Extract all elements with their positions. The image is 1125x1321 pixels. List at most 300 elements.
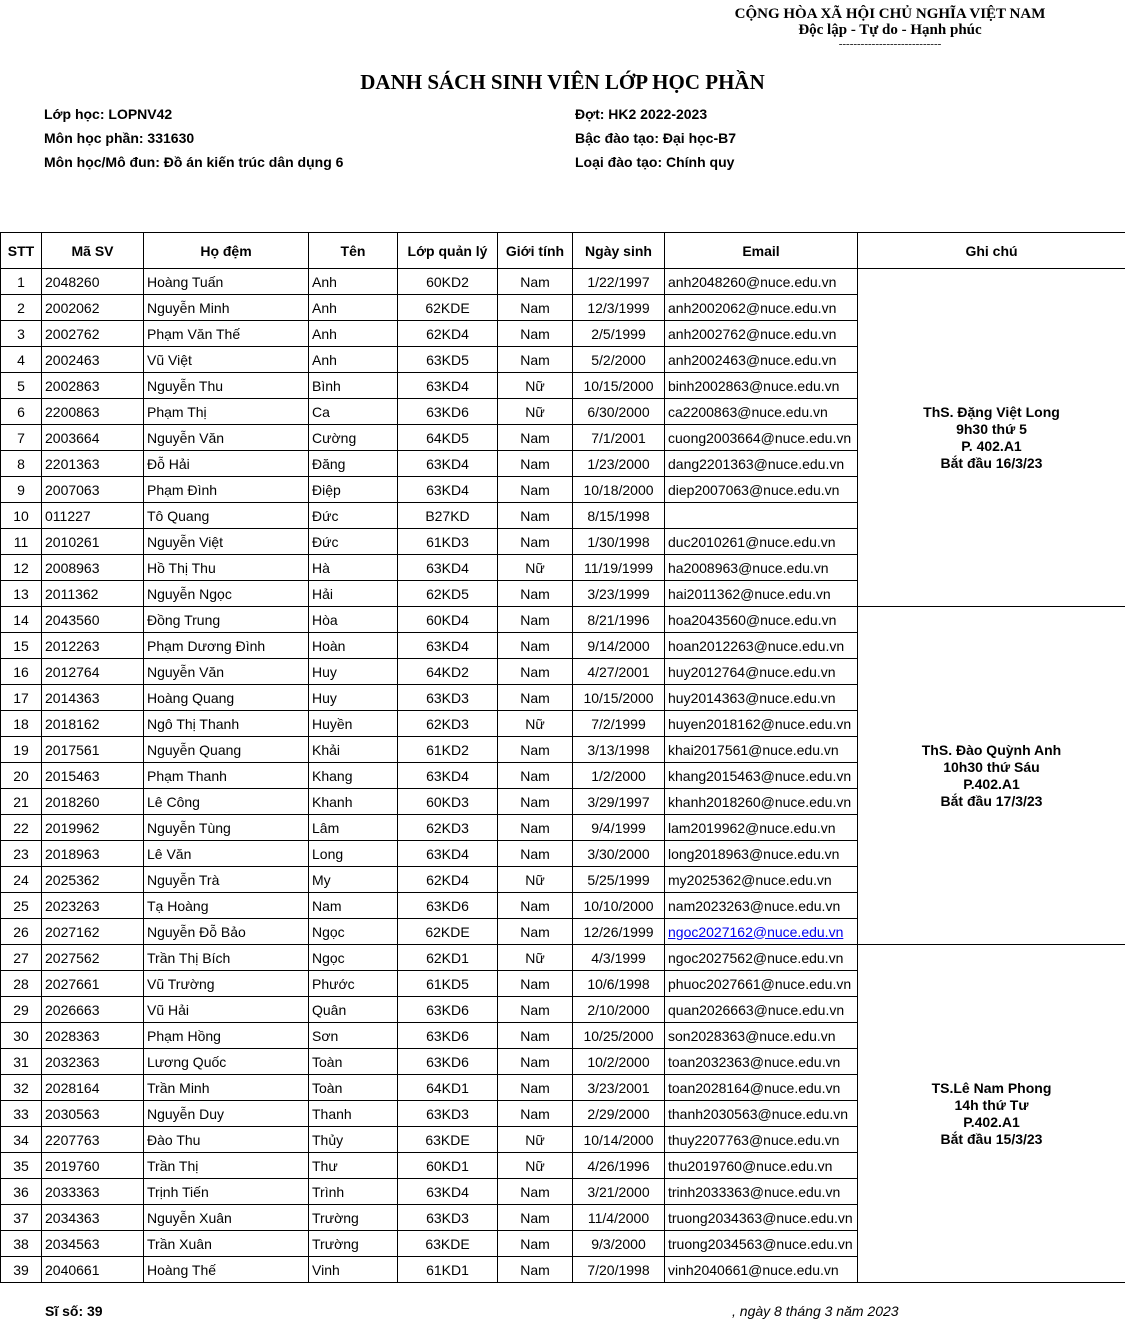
cell-gender: Nam <box>498 425 573 451</box>
cell-stt: 25 <box>1 893 42 919</box>
cell-student-id: 2014363 <box>42 685 144 711</box>
cell-first-name: Bình <box>309 373 398 399</box>
instructor-note-line: P. 402.A1 <box>961 437 1022 454</box>
cell-class: 62KD5 <box>398 581 498 607</box>
cell-first-name: My <box>309 867 398 893</box>
cell-email: cuong2003664@nuce.edu.vn <box>665 425 858 451</box>
cell-class: 63KD4 <box>398 477 498 503</box>
cell-gender: Nam <box>498 295 573 321</box>
cell-class: 63KD4 <box>398 1179 498 1205</box>
cell-first-name: Đăng <box>309 451 398 477</box>
cell-stt: 14 <box>1 607 42 633</box>
instructor-note <box>858 607 1125 945</box>
cell-gender: Nam <box>498 1205 573 1231</box>
cell-stt: 26 <box>1 919 42 945</box>
cell-stt: 15 <box>1 633 42 659</box>
cell-birthdate: 3/13/1998 <box>573 737 665 763</box>
cell-birthdate: 4/3/1999 <box>573 945 665 971</box>
student-table <box>0 232 1125 1283</box>
cell-class: 64KD2 <box>398 659 498 685</box>
col-header-first-name: Tên <box>309 233 398 269</box>
cell-email: anh2002062@nuce.edu.vn <box>665 295 858 321</box>
cell-first-name: Thanh <box>309 1101 398 1127</box>
cell-first-name: Trình <box>309 1179 398 1205</box>
instructor-note <box>858 945 1125 1283</box>
cell-middle-name: Lương Quốc <box>144 1049 309 1075</box>
cell-first-name: Trường <box>309 1205 398 1231</box>
cell-first-name: Huy <box>309 685 398 711</box>
cell-stt: 13 <box>1 581 42 607</box>
cell-stt: 1 <box>1 269 42 295</box>
level-info: Bậc đào tạo: Đại học-B7 <box>575 130 737 146</box>
cell-stt: 10 <box>1 503 42 529</box>
cell-gender: Nam <box>498 1075 573 1101</box>
cell-student-id: 2034563 <box>42 1231 144 1257</box>
cell-student-id: 2023263 <box>42 893 144 919</box>
cell-email: khang2015463@nuce.edu.vn <box>665 763 858 789</box>
cell-gender: Nữ <box>498 945 573 971</box>
cell-middle-name: Đồng Trung <box>144 607 309 633</box>
cell-birthdate: 5/25/1999 <box>573 867 665 893</box>
cell-student-id: 2019962 <box>42 815 144 841</box>
cell-middle-name: Hoàng Tuấn <box>144 269 309 295</box>
cell-gender: Nam <box>498 1257 573 1283</box>
cell-student-id: 2048260 <box>42 269 144 295</box>
cell-birthdate: 4/27/2001 <box>573 659 665 685</box>
cell-student-id: 2034363 <box>42 1205 144 1231</box>
cell-stt: 29 <box>1 997 42 1023</box>
cell-student-id: 2018260 <box>42 789 144 815</box>
cell-first-name: Đức <box>309 503 398 529</box>
cell-gender: Nam <box>498 503 573 529</box>
cell-class: 63KD4 <box>398 373 498 399</box>
cell-gender: Nam <box>498 477 573 503</box>
cell-gender: Nam <box>498 737 573 763</box>
instructor-note-line: 10h30 thứ Sáu <box>943 758 1040 775</box>
cell-email: long2018963@nuce.edu.vn <box>665 841 858 867</box>
col-header-class: Lớp quản lý <box>398 233 498 269</box>
instructor-note <box>858 269 1125 607</box>
cell-middle-name: Nguyễn Minh <box>144 295 309 321</box>
cell-class: 63KD3 <box>398 685 498 711</box>
instructor-note-line: 14h thứ Tư <box>954 1096 1029 1113</box>
cell-gender: Nam <box>498 347 573 373</box>
cell-middle-name: Nguyễn Xuân <box>144 1205 309 1231</box>
cell-first-name: Sơn <box>309 1023 398 1049</box>
cell-email: son2028363@nuce.edu.vn <box>665 1023 858 1049</box>
cell-first-name: Toàn <box>309 1075 398 1101</box>
cell-stt: 30 <box>1 1023 42 1049</box>
cell-stt: 4 <box>1 347 42 373</box>
cell-middle-name: Nguyễn Văn <box>144 425 309 451</box>
cell-middle-name: Trần Thị Bích <box>144 945 309 971</box>
cell-student-id: 2027562 <box>42 945 144 971</box>
cell-stt: 34 <box>1 1127 42 1153</box>
cell-birthdate: 10/15/2000 <box>573 685 665 711</box>
cell-student-id: 2040661 <box>42 1257 144 1283</box>
cell-stt: 3 <box>1 321 42 347</box>
cell-gender: Nam <box>498 789 573 815</box>
cell-middle-name: Ngô Thị Thanh <box>144 711 309 737</box>
cell-middle-name: Phạm Thị <box>144 399 309 425</box>
cell-stt: 31 <box>1 1049 42 1075</box>
cell-middle-name: Nguyễn Tùng <box>144 815 309 841</box>
cell-middle-name: Trần Xuân <box>144 1231 309 1257</box>
cell-birthdate: 12/26/1999 <box>573 919 665 945</box>
cell-first-name: Hải <box>309 581 398 607</box>
cell-birthdate: 2/29/2000 <box>573 1101 665 1127</box>
cell-student-id: 2032363 <box>42 1049 144 1075</box>
cell-student-id: 2018963 <box>42 841 144 867</box>
instructor-note-line: P.402.A1 <box>963 775 1020 792</box>
cell-stt: 27 <box>1 945 42 971</box>
cell-stt: 24 <box>1 867 42 893</box>
cell-birthdate: 2/5/1999 <box>573 321 665 347</box>
cell-birthdate: 10/25/2000 <box>573 1023 665 1049</box>
cell-email: hoa2043560@nuce.edu.vn <box>665 607 858 633</box>
cell-stt: 32 <box>1 1075 42 1101</box>
cell-middle-name: Phạm Đình <box>144 477 309 503</box>
cell-birthdate: 1/22/1997 <box>573 269 665 295</box>
instructor-note-line: Bắt đầu 17/3/23 <box>940 792 1043 809</box>
cell-first-name: Toàn <box>309 1049 398 1075</box>
cell-email: my2025362@nuce.edu.vn <box>665 867 858 893</box>
cell-student-id: 2018162 <box>42 711 144 737</box>
cell-middle-name: Tạ Hoàng <box>144 893 309 919</box>
cell-middle-name: Hồ Thị Thu <box>144 555 309 581</box>
cell-middle-name: Phạm Thanh <box>144 763 309 789</box>
cell-middle-name: Đỗ Hải <box>144 451 309 477</box>
cell-stt: 33 <box>1 1101 42 1127</box>
cell-gender: Nữ <box>498 1127 573 1153</box>
cell-stt: 11 <box>1 529 42 555</box>
signing-date: , ngày 8 tháng 3 năm 2023 <box>732 1303 899 1319</box>
cell-email: khai2017561@nuce.edu.vn <box>665 737 858 763</box>
cell-gender: Nam <box>498 841 573 867</box>
cell-email: anh2048260@nuce.edu.vn <box>665 269 858 295</box>
cell-middle-name: Lê Văn <box>144 841 309 867</box>
cell-middle-name: Hoàng Quang <box>144 685 309 711</box>
col-header-student-id: Mã SV <box>42 233 144 269</box>
cell-stt: 22 <box>1 815 42 841</box>
cell-email: anh2002762@nuce.edu.vn <box>665 321 858 347</box>
cell-email: diep2007063@nuce.edu.vn <box>665 477 858 503</box>
cell-gender: Nam <box>498 633 573 659</box>
cell-student-id: 2027661 <box>42 971 144 997</box>
cell-first-name: Ngọc <box>309 919 398 945</box>
cell-first-name: Long <box>309 841 398 867</box>
cell-middle-name: Vũ Trường <box>144 971 309 997</box>
class-info: Lớp học: LOPNV42 <box>44 106 173 122</box>
cell-class: 61KD3 <box>398 529 498 555</box>
cell-class: 63KD3 <box>398 1101 498 1127</box>
cell-email: khanh2018260@nuce.edu.vn <box>665 789 858 815</box>
nation-title: CỘNG HÒA XÃ HỘI CHỦ NGHĨA VIỆT NAM <box>734 6 1046 22</box>
cell-birthdate: 5/2/2000 <box>573 347 665 373</box>
cell-class: 60KD1 <box>398 1153 498 1179</box>
cell-student-id: 2201363 <box>42 451 144 477</box>
course-name-info: Môn học/Mô đun: Đồ án kiến trúc dân dụng 6 <box>44 154 344 170</box>
cell-email: dang2201363@nuce.edu.vn <box>665 451 858 477</box>
cell-stt: 35 <box>1 1153 42 1179</box>
cell-middle-name: Nguyễn Đỗ Bảo <box>144 919 309 945</box>
cell-class: 63KD6 <box>398 1023 498 1049</box>
cell-middle-name: Trần Thị <box>144 1153 309 1179</box>
cell-stt: 18 <box>1 711 42 737</box>
cell-email: duc2010261@nuce.edu.vn <box>665 529 858 555</box>
cell-birthdate: 11/4/2000 <box>573 1205 665 1231</box>
cell-middle-name: Lê Công <box>144 789 309 815</box>
cell-stt: 5 <box>1 373 42 399</box>
cell-birthdate: 7/20/1998 <box>573 1257 665 1283</box>
cell-class: 63KD6 <box>398 997 498 1023</box>
cell-first-name: Quân <box>309 997 398 1023</box>
cell-first-name: Ca <box>309 399 398 425</box>
cell-first-name: Hòa <box>309 607 398 633</box>
cell-middle-name: Phạm Dương Đình <box>144 633 309 659</box>
cell-gender: Nam <box>498 529 573 555</box>
cell-first-name: Hoàn <box>309 633 398 659</box>
class-size: Sĩ số: 39 <box>45 1303 103 1319</box>
cell-student-id: 2026663 <box>42 997 144 1023</box>
cell-stt: 2 <box>1 295 42 321</box>
cell-student-id: 2012764 <box>42 659 144 685</box>
cell-email: ca2200863@nuce.edu.vn <box>665 399 858 425</box>
document-title: DANH SÁCH SINH VIÊN LỚP HỌC PHẦN <box>360 70 765 94</box>
cell-gender: Nam <box>498 659 573 685</box>
cell-gender: Nữ <box>498 399 573 425</box>
cell-first-name: Trường <box>309 1231 398 1257</box>
cell-birthdate: 10/10/2000 <box>573 893 665 919</box>
cell-student-id: 011227 <box>42 503 144 529</box>
cell-class: 61KD2 <box>398 737 498 763</box>
cell-class: 60KD2 <box>398 269 498 295</box>
cell-class: 62KDE <box>398 919 498 945</box>
cell-class: 63KD5 <box>398 347 498 373</box>
cell-middle-name: Tô Quang <box>144 503 309 529</box>
cell-middle-name: Vũ Việt <box>144 347 309 373</box>
cell-first-name: Thư <box>309 1153 398 1179</box>
col-header-gender: Giới tính <box>498 233 573 269</box>
cell-middle-name: Phạm Hồng <box>144 1023 309 1049</box>
table-row <box>1 269 1125 295</box>
cell-stt: 20 <box>1 763 42 789</box>
cell-email: vinh2040661@nuce.edu.vn <box>665 1257 858 1283</box>
cell-birthdate: 1/2/2000 <box>573 763 665 789</box>
cell-gender: Nam <box>498 451 573 477</box>
cell-student-id: 2010261 <box>42 529 144 555</box>
cell-birthdate: 9/14/2000 <box>573 633 665 659</box>
cell-birthdate: 3/29/1997 <box>573 789 665 815</box>
cell-birthdate: 3/21/2000 <box>573 1179 665 1205</box>
cell-gender: Nam <box>498 1231 573 1257</box>
cell-class: 63KD6 <box>398 1049 498 1075</box>
cell-gender: Nam <box>498 893 573 919</box>
cell-student-id: 2002762 <box>42 321 144 347</box>
cell-middle-name: Nguyễn Quang <box>144 737 309 763</box>
cell-birthdate: 1/30/1998 <box>573 529 665 555</box>
cell-middle-name: Vũ Hải <box>144 997 309 1023</box>
table-row <box>1 945 1125 971</box>
cell-email: toan2028164@nuce.edu.vn <box>665 1075 858 1101</box>
cell-birthdate: 6/30/2000 <box>573 399 665 425</box>
cell-birthdate: 9/4/1999 <box>573 815 665 841</box>
cell-first-name: Nam <box>309 893 398 919</box>
col-header-stt: STT <box>1 233 42 269</box>
cell-student-id: 2002863 <box>42 373 144 399</box>
cell-birthdate: 3/23/2001 <box>573 1075 665 1101</box>
cell-birthdate: 11/19/1999 <box>573 555 665 581</box>
cell-email: huy2012764@nuce.edu.vn <box>665 659 858 685</box>
instructor-note-line: Bắt đầu 15/3/23 <box>940 1130 1043 1147</box>
cell-class: 62KD4 <box>398 321 498 347</box>
cell-student-id: 2008963 <box>42 555 144 581</box>
term-info: Đợt: HK2 2022-2023 <box>575 106 708 122</box>
col-header-email: Email <box>665 233 858 269</box>
cell-student-id: 2027162 <box>42 919 144 945</box>
cell-middle-name: Nguyễn Ngọc <box>144 581 309 607</box>
cell-gender: Nam <box>498 321 573 347</box>
motto-divider: ---------------------------- <box>838 38 942 50</box>
instructor-note-line: Bắt đầu 16/3/23 <box>940 454 1043 471</box>
cell-class: 60KD3 <box>398 789 498 815</box>
cell-student-id: 2011362 <box>42 581 144 607</box>
cell-birthdate: 10/18/2000 <box>573 477 665 503</box>
cell-student-id: 2025362 <box>42 867 144 893</box>
cell-class: 60KD4 <box>398 607 498 633</box>
cell-stt: 19 <box>1 737 42 763</box>
cell-class: 64KD1 <box>398 1075 498 1101</box>
cell-first-name: Anh <box>309 347 398 373</box>
cell-first-name: Anh <box>309 295 398 321</box>
cell-first-name: Anh <box>309 269 398 295</box>
cell-email <box>665 503 858 529</box>
col-header-note: Ghi chú <box>858 233 1125 269</box>
cell-class: 63KD6 <box>398 399 498 425</box>
cell-first-name: Vinh <box>309 1257 398 1283</box>
cell-middle-name: Đào Thu <box>144 1127 309 1153</box>
cell-student-id: 2030563 <box>42 1101 144 1127</box>
cell-class: 62KD4 <box>398 867 498 893</box>
cell-email: ha2008963@nuce.edu.vn <box>665 555 858 581</box>
cell-middle-name: Nguyễn Văn <box>144 659 309 685</box>
cell-email: toan2032363@nuce.edu.vn <box>665 1049 858 1075</box>
cell-first-name: Anh <box>309 321 398 347</box>
cell-first-name: Hà <box>309 555 398 581</box>
cell-stt: 17 <box>1 685 42 711</box>
cell-class: 63KDE <box>398 1127 498 1153</box>
cell-email: quan2026663@nuce.edu.vn <box>665 997 858 1023</box>
cell-email: phuoc2027661@nuce.edu.vn <box>665 971 858 997</box>
cell-first-name: Ngọc <box>309 945 398 971</box>
cell-first-name: Huyền <box>309 711 398 737</box>
course-code-info: Môn học phần: 331630 <box>44 130 195 146</box>
cell-birthdate: 2/10/2000 <box>573 997 665 1023</box>
cell-gender: Nữ <box>498 555 573 581</box>
cell-middle-name: Nguyễn Trà <box>144 867 309 893</box>
cell-birthdate: 10/2/2000 <box>573 1049 665 1075</box>
cell-stt: 16 <box>1 659 42 685</box>
cell-email: ngoc2027562@nuce.edu.vn <box>665 945 858 971</box>
cell-first-name: Thủy <box>309 1127 398 1153</box>
cell-stt: 36 <box>1 1179 42 1205</box>
cell-middle-name: Nguyễn Thu <box>144 373 309 399</box>
cell-email <box>665 919 858 945</box>
training-type-info: Loại đào tạo: Chính quy <box>575 154 735 170</box>
cell-class: 62KD3 <box>398 711 498 737</box>
cell-gender: Nữ <box>498 711 573 737</box>
cell-email: lam2019962@nuce.edu.vn <box>665 815 858 841</box>
cell-student-id: 2019760 <box>42 1153 144 1179</box>
instructor-note-line: TS.Lê Nam Phong <box>931 1079 1052 1096</box>
cell-birthdate: 4/26/1996 <box>573 1153 665 1179</box>
cell-class: 63KD4 <box>398 451 498 477</box>
cell-middle-name: Hoàng Thế <box>144 1257 309 1283</box>
cell-birthdate: 7/1/2001 <box>573 425 665 451</box>
cell-email: huy2014363@nuce.edu.vn <box>665 685 858 711</box>
cell-class: 64KD5 <box>398 425 498 451</box>
cell-birthdate: 12/3/1999 <box>573 295 665 321</box>
cell-middle-name: Trịnh Tiến <box>144 1179 309 1205</box>
cell-birthdate: 3/30/2000 <box>573 841 665 867</box>
cell-gender: Nam <box>498 1049 573 1075</box>
cell-gender: Nam <box>498 971 573 997</box>
cell-email: thu2019760@nuce.edu.vn <box>665 1153 858 1179</box>
cell-gender: Nam <box>498 1023 573 1049</box>
cell-gender: Nữ <box>498 1153 573 1179</box>
cell-first-name: Khang <box>309 763 398 789</box>
cell-gender: Nam <box>498 815 573 841</box>
cell-first-name: Khải <box>309 737 398 763</box>
cell-email: binh2002863@nuce.edu.vn <box>665 373 858 399</box>
cell-class: B27KD <box>398 503 498 529</box>
cell-middle-name: Nguyễn Việt <box>144 529 309 555</box>
cell-gender: Nữ <box>498 867 573 893</box>
cell-first-name: Phước <box>309 971 398 997</box>
cell-birthdate: 8/21/1996 <box>573 607 665 633</box>
cell-email: anh2002463@nuce.edu.vn <box>665 347 858 373</box>
cell-birthdate: 10/15/2000 <box>573 373 665 399</box>
cell-gender: Nam <box>498 1101 573 1127</box>
email-link[interactable]: ngoc2027162@nuce.edu.vn <box>668 923 844 940</box>
cell-stt: 8 <box>1 451 42 477</box>
cell-class: 63KD4 <box>398 633 498 659</box>
instructor-note-line: 9h30 thứ 5 <box>956 420 1027 437</box>
cell-email: thanh2030563@nuce.edu.vn <box>665 1101 858 1127</box>
cell-stt: 21 <box>1 789 42 815</box>
cell-middle-name: Phạm Văn Thế <box>144 321 309 347</box>
cell-student-id: 2043560 <box>42 607 144 633</box>
cell-student-id: 2015463 <box>42 763 144 789</box>
cell-student-id: 2017561 <box>42 737 144 763</box>
cell-gender: Nam <box>498 269 573 295</box>
table-header-row <box>1 233 1125 269</box>
cell-class: 62KDE <box>398 295 498 321</box>
cell-gender: Nam <box>498 607 573 633</box>
cell-student-id: 2007063 <box>42 477 144 503</box>
cell-birthdate: 10/6/1998 <box>573 971 665 997</box>
cell-stt: 23 <box>1 841 42 867</box>
cell-stt: 6 <box>1 399 42 425</box>
cell-email: truong2034363@nuce.edu.vn <box>665 1205 858 1231</box>
col-header-middle-name: Họ đệm <box>144 233 309 269</box>
cell-stt: 9 <box>1 477 42 503</box>
instructor-note-line: P.402.A1 <box>963 1113 1020 1130</box>
instructor-note-line: ThS. Đặng Việt Long <box>923 403 1060 420</box>
cell-student-id: 2028164 <box>42 1075 144 1101</box>
cell-stt: 37 <box>1 1205 42 1231</box>
cell-stt: 39 <box>1 1257 42 1283</box>
